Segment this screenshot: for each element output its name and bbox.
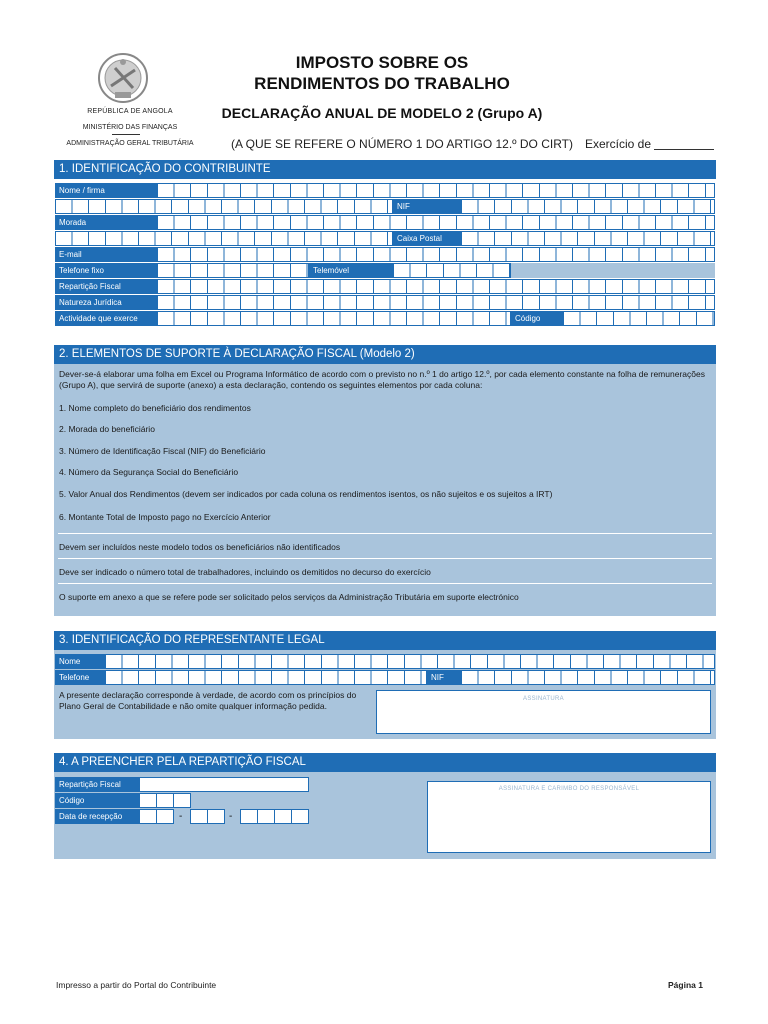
reception-date-label: Data de recepção [55,809,139,824]
title-line-2: RENDIMENTOS DO TRABALHO [254,74,510,93]
receiving-office-label: Repartição Fiscal [55,777,139,792]
footer-source: Impresso a partir do Portal do Contribuinte [56,980,217,990]
representative-phone-field[interactable] [105,670,427,685]
nif-field[interactable] [461,199,715,214]
address-field-continued[interactable] [55,231,393,246]
section2-intro: Dever-se-á elaborar uma folha em Excel ou Programa Informático de acordo com o previsto no n.º 1 do artigo 12.º, por cada elemento constante na folha de remunerações (Grupo A), que servirá de suporte (anexo) a esta declaração, contendo os seguintes elementos por cada coluna: [59,369,705,390]
date-separator: - [179,811,183,822]
administration-label: ADMINISTRAÇÃO GERAL TRIBUTÁRIA [66,140,194,147]
email-label: E-mail [55,247,157,262]
signature-box[interactable] [376,690,711,734]
representative-name-field[interactable] [105,654,715,669]
section2-header: 2. ELEMENTOS DE SUPORTE À DECLARAÇÃO FISCAL (Modelo 2) [54,345,716,364]
name-label: Nome / firma [55,183,157,198]
activity-field[interactable] [157,311,511,326]
official-signature-box[interactable] [427,781,711,853]
ministry-label: MINISTÉRIO DAS FINANÇAS [82,124,178,131]
section2-note-3: O suporte em anexo a que se refere pode ser solicitado pelos serviços da Administração Tributária em suporte electrónico [59,592,519,602]
section2-item-3: 3. Número de Identificação Fiscal (NIF) do Beneficiário [59,446,266,456]
postal-box-label: Caixa Postal [393,231,461,246]
reception-date-month[interactable] [190,809,225,824]
divider [58,533,712,534]
section3-header: 3. IDENTIFICAÇÃO DO REPRESENTANTE LEGAL [54,631,716,650]
section4-header: 4. A PREENCHER PELA REPARTIÇÃO FISCAL [54,753,716,772]
divider [58,583,712,584]
activity-code-label: Código [511,311,563,326]
name-field-continued[interactable] [55,199,393,214]
official-signature-caption: ASSINATURA E CARIMBO DO RESPONSÁVEL [498,786,640,792]
postal-box-field[interactable] [461,231,715,246]
section2-item-2: 2. Morada do beneficiário [59,424,155,434]
section2-item-4: 4. Número da Segurança Social do Beneficiário [59,467,239,477]
tax-office-label: Repartição Fiscal [55,279,157,294]
nif-label: NIF [393,199,461,214]
activity-label: Actividade que exerce [55,311,157,326]
section2-item-1: 1. Nome completo do beneficiário dos rendimentos [59,403,251,413]
receiving-office-field[interactable] [139,777,309,792]
representative-name-label: Nome [55,654,105,669]
exercise-label: Exercício de [585,137,652,151]
legal-reference: (A QUE SE REFERE O NÚMERO 1 DO ARTIGO 12.º DO CIRT) [231,137,573,151]
phone-label: Telefone fixo [55,263,157,278]
mobile-label: Telemóvel [309,263,393,278]
phone-field[interactable] [157,263,309,278]
section1-header: 1. IDENTIFICAÇÃO DO CONTRIBUINTE [54,160,716,179]
receiving-code-field[interactable] [139,793,191,808]
representative-nif-label: NIF [427,670,461,685]
title-line-1: IMPOSTO SOBRE OS [295,53,469,72]
section2-note-2: Deve ser indicado o número total de trabalhadores, incluindo os demitidos no decurso do exercício [59,567,431,577]
representative-nif-field[interactable] [461,670,715,685]
document-title [232,52,532,94]
name-field[interactable] [157,183,715,198]
section2-note-1: Devem ser incluídos neste modelo todos os beneficiários não identificados [59,542,341,552]
angola-coat-of-arms-icon [97,52,149,104]
legal-nature-field[interactable] [157,295,715,310]
signature-caption: ASSINATURA [523,696,564,702]
email-field[interactable] [157,247,715,262]
mobile-field[interactable] [393,263,511,278]
section2-item-5: 5. Valor Anual dos Rendimentos (devem ser indicados por cada coluna os rendimentos isentos, os não sujeitos e os sujeitos a IRT) [59,489,553,499]
declaration-text: A presente declaração corresponde à verdade, de acordo com os princípios do Plano Geral de Contabilidade e não omite qualquer informação pedida. [59,690,357,711]
address-label: Morada [55,215,157,230]
date-separator: - [229,811,233,822]
tax-office-field[interactable] [157,279,715,294]
legal-nature-label: Natureza Jurídica [55,295,157,310]
row-filler [511,263,715,278]
header-divider [112,134,140,135]
representative-phone-label: Telefone [55,670,105,685]
section2-item-6: 6. Montante Total de Imposto pago no Exercício Anterior [59,512,271,522]
activity-code-field[interactable] [563,311,715,326]
address-field[interactable] [157,215,715,230]
republic-label: REPÚBLICA DE ANGOLA [87,108,173,115]
document-subtitle: DECLARAÇÃO ANUAL DE MODELO 2 (Grupo A) [221,105,543,121]
reception-date-year[interactable] [240,809,309,824]
receiving-code-label: Código [55,793,139,808]
reception-date-day[interactable] [139,809,174,824]
exercise-field[interactable] [654,149,714,150]
page-number: Página 1 [668,980,703,990]
divider [58,558,712,559]
